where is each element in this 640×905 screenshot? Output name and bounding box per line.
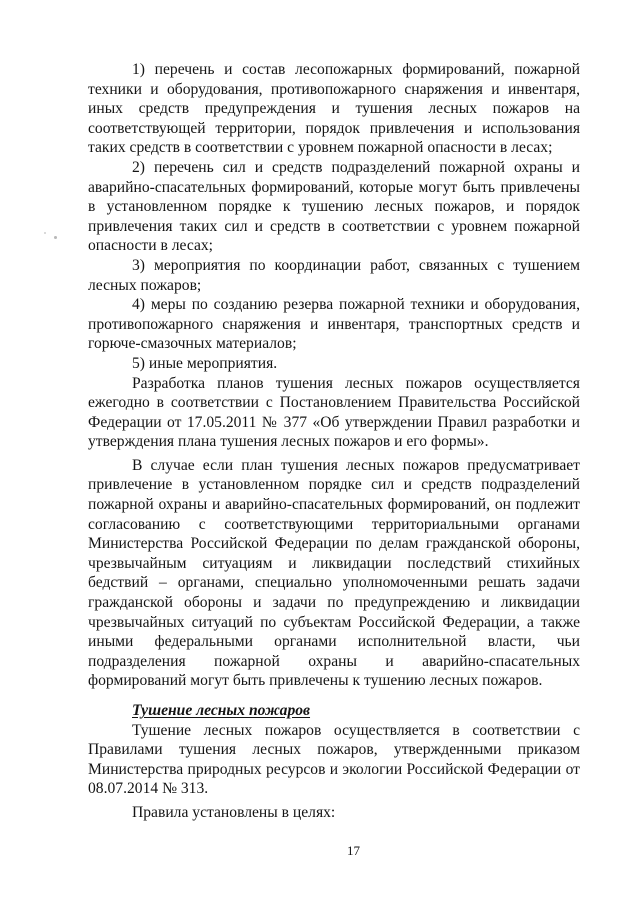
paragraph-plan-development: Разработка планов тушения лесных пожаров осуществляется ежегодно в соответствии с Постановлением Правительства Российской Федерации от 17.05.2011 № 377 «Об утверждении Правил разработки и утверждения плана тушения лесных пожаров и его формы». [88, 374, 580, 451]
scan-speck [54, 236, 57, 239]
scan-speck [44, 232, 46, 234]
section-heading: Тушение лесных пожаров [132, 702, 311, 719]
paragraph-extinguishing-rules: Тушение лесных пожаров осуществляется в соответствии с Правилами тушения лесных пожаров, утвержденными приказом Министерства природных ресурсов и экологии Российской Федерации от 08.07.2014 № 313. [88, 721, 580, 798]
list-item-5: 5) иные мероприятия. [132, 354, 278, 372]
paragraph-rules-purpose: Правила установлены в целях: [132, 803, 336, 821]
list-item-3: 3) мероприятия по координации работ, связанных с тушением лесных пожаров; [88, 256, 580, 294]
page-number: 17 [347, 843, 360, 858]
paragraph-plan-approval: В случае если план тушения лесных пожаров предусматривает привлечение в установленном порядке сил и средств подразделений пожарной охраны и аварийно-спасательных формирований, он подлежит согласованию с соответствующими территориальными органами Министерства Российской Федерации по делам гражданской обороны, чрезвычайным ситуациям и ликвидации последствий стихийных бедствий – органами, специально уполномоченными решать задачи гражданской обороны и задачи по предупреждению и ликвидации чрезвычайных ситуаций по субъектам Российской Федерации, а также иными федеральными органами исполнительной власти, чьи подразделения пожарной охраны и аварийно-спасательных формирований могут быть привлечены к тушению лесных пожаров. [88, 456, 580, 690]
list-item-1: 1) перечень и состав лесопожарных формирований, пожарной техники и оборудования, противопожарного снаряжения и инвентаря, иных средств предупреждения и тушения лесных пожаров на соответствующей территории, порядок привлечения и использования таких средств в соответствии с уровнем пожарной опасности в лесах; [88, 61, 580, 157]
list-item-2: 2) перечень сил и средств подразделений пожарной охраны и аварийно-спасательных формирований, которые могут быть привлечены в установленном порядке к тушению лесных пожаров, и порядок привлечения таких сил и средств в соответствии с уровнем пожарной опасности в лесах; [88, 158, 580, 255]
list-item-4: 4) меры по созданию резерва пожарной техники и оборудования, противопожарного снаряжения и инвентаря, транспортных средств и горюче-смазочных материалов; [88, 296, 580, 353]
page-body [88, 60, 580, 823]
